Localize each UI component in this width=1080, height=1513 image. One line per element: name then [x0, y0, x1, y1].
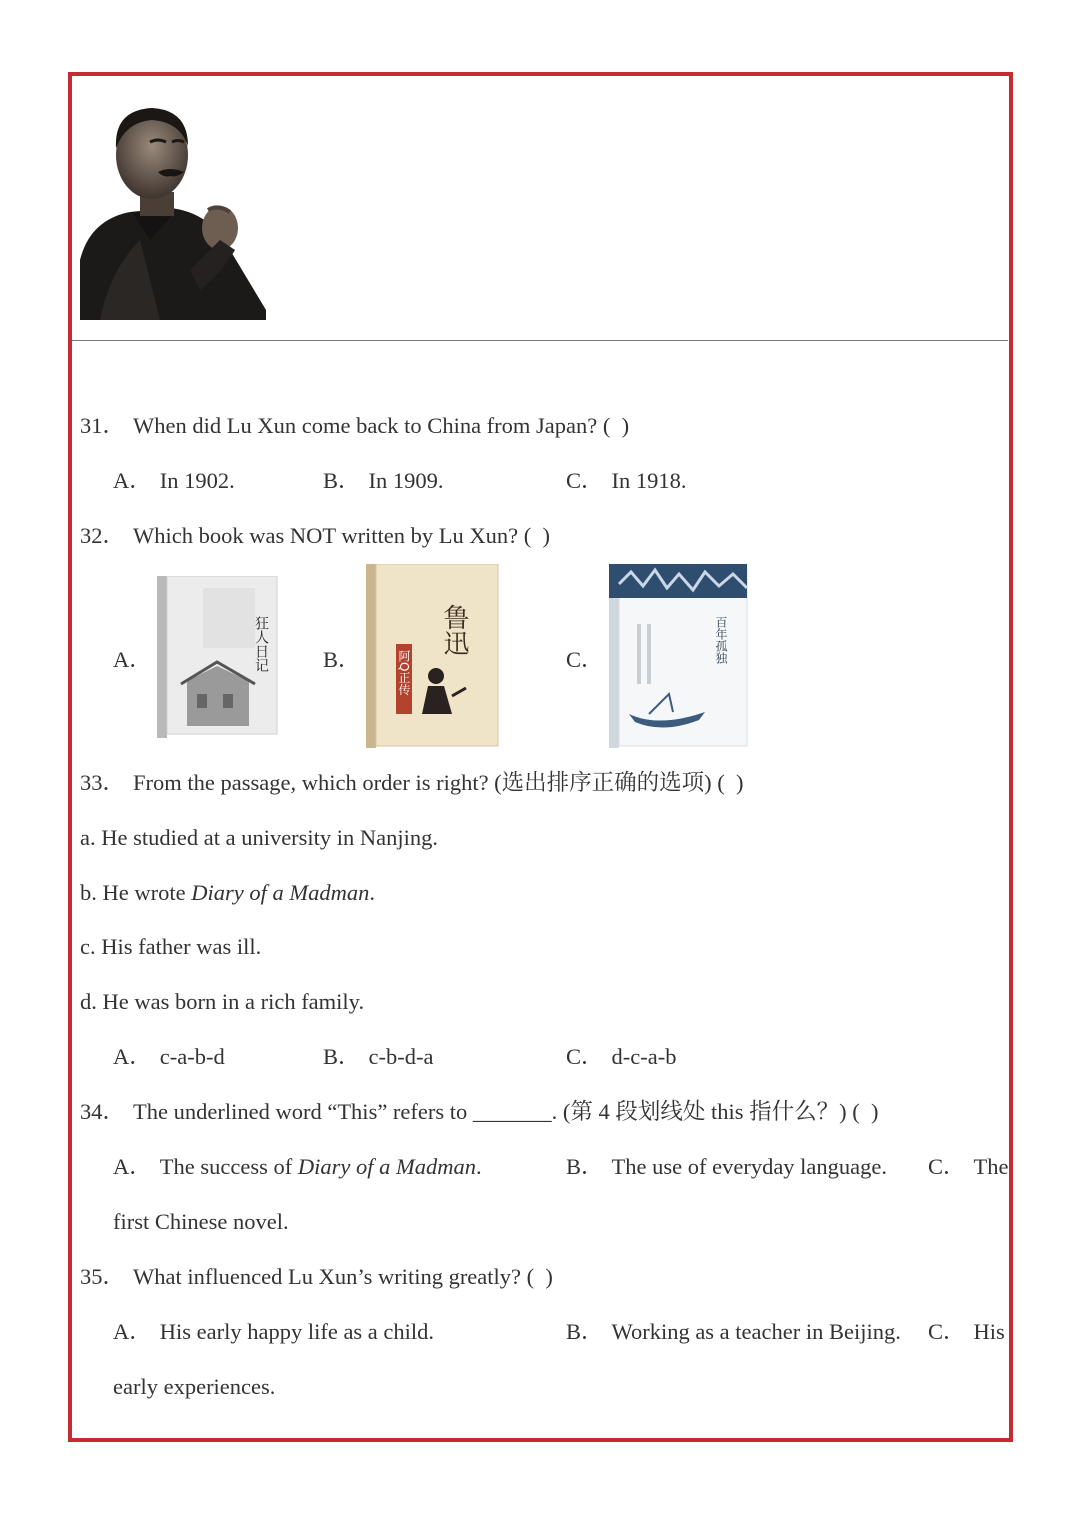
- q35-option-a[interactable]: [113, 1318, 434, 1346]
- q34-option-c[interactable]: [928, 1153, 1009, 1181]
- option-book-title: Diary of a Madman: [297, 1154, 476, 1179]
- option-text: c-b-d-a: [368, 1044, 434, 1069]
- option-label: C．: [928, 1154, 966, 1179]
- option-label: B．: [323, 1044, 361, 1069]
- q31-option-b[interactable]: [323, 467, 444, 495]
- option-label: A．: [113, 468, 152, 493]
- section-divider: [72, 340, 1008, 341]
- answer-blank[interactable]: _______: [472, 1099, 552, 1124]
- option-text: In 1902.: [159, 468, 235, 493]
- question-text: The underlined word “This” refers to: [133, 1099, 473, 1124]
- option-text: Working as a teacher in Beijing.: [611, 1319, 901, 1344]
- question-33: [80, 769, 744, 797]
- option-text: The: [973, 1154, 1009, 1179]
- statement-d: d. He was born in a rich family.: [80, 989, 365, 1014]
- q34-option-b[interactable]: [566, 1153, 887, 1181]
- question-number: 33．: [80, 770, 126, 795]
- statement-punct: .: [369, 880, 375, 905]
- question-number: 31．: [80, 413, 126, 438]
- q34-option-c-continued[interactable]: first Chinese novel.: [113, 1209, 289, 1234]
- q34-option-a[interactable]: [113, 1153, 482, 1181]
- option-text: His early happy life as a child.: [159, 1319, 435, 1344]
- book-a-title: 狂人日记: [253, 616, 269, 672]
- option-label: B．: [323, 468, 361, 493]
- statement-a: a. He studied at a university in Nanjing.: [80, 825, 439, 850]
- statement-text: b. He wrote: [80, 880, 192, 905]
- option-text: The success of: [159, 1154, 298, 1179]
- option-text: d-c-a-b: [611, 1044, 677, 1069]
- option-label: C．: [566, 468, 604, 493]
- q32-option-a-label[interactable]: A．: [113, 647, 152, 672]
- book-cover-c[interactable]: [609, 564, 749, 748]
- option-label: A．: [113, 1154, 152, 1179]
- option-label: C．: [928, 1319, 966, 1344]
- book-c-title: 百年孤独: [714, 616, 728, 664]
- question-35: [80, 1263, 553, 1291]
- question-text: What influenced Lu Xun’s writing greatly? ( ): [133, 1264, 553, 1289]
- statement-b: [80, 879, 375, 907]
- option-text: His: [973, 1319, 1005, 1344]
- question-31: [80, 412, 629, 440]
- question-32: [80, 522, 550, 550]
- option-label: C．: [566, 1044, 604, 1069]
- statement-c: c. His father was ill.: [80, 934, 262, 959]
- book-cover-b[interactable]: [366, 564, 500, 748]
- lu-xun-portrait: [80, 100, 266, 320]
- question-text: When did Lu Xun come back to China from Japan? ( ): [133, 413, 630, 438]
- q31-option-c[interactable]: [566, 467, 687, 495]
- question-text-hint: . (第 4 段划线处 this 指什么？) ( ): [551, 1099, 879, 1124]
- q31-option-a[interactable]: [113, 467, 235, 495]
- q32-option-b-label[interactable]: B．: [323, 647, 361, 672]
- book-b-title: 鲁迅: [439, 604, 469, 656]
- question-number: 35．: [80, 1264, 126, 1289]
- option-label: B．: [566, 1319, 604, 1344]
- book-b-subtitle: 阿Q正传: [397, 650, 411, 696]
- q35-option-c[interactable]: [928, 1318, 1005, 1346]
- option-text: c-a-b-d: [159, 1044, 225, 1069]
- question-text: From the passage, which order is right? (选出排序正确的选项) ( ): [133, 770, 744, 795]
- option-text: The use of everyday language.: [611, 1154, 888, 1179]
- q33-option-b[interactable]: [323, 1043, 433, 1071]
- question-34: [80, 1098, 879, 1126]
- question-number: 32．: [80, 523, 126, 548]
- q33-option-c[interactable]: [566, 1043, 676, 1071]
- option-text: In 1909.: [368, 468, 444, 493]
- q33-option-a[interactable]: [113, 1043, 225, 1071]
- question-number: 34．: [80, 1099, 126, 1124]
- book-cover-a[interactable]: [157, 576, 281, 738]
- option-label: A．: [113, 1319, 152, 1344]
- option-label: A．: [113, 1044, 152, 1069]
- q35-option-c-continued[interactable]: early experiences.: [113, 1374, 276, 1399]
- statement-book-title: Diary of a Madman: [191, 880, 370, 905]
- question-text: Which book was NOT written by Lu Xun? ( ): [133, 523, 551, 548]
- q32-option-c-label[interactable]: C．: [566, 647, 604, 672]
- option-label: B．: [566, 1154, 604, 1179]
- q35-option-b[interactable]: [566, 1318, 901, 1346]
- option-punct: .: [475, 1154, 482, 1179]
- option-text: In 1918.: [611, 468, 687, 493]
